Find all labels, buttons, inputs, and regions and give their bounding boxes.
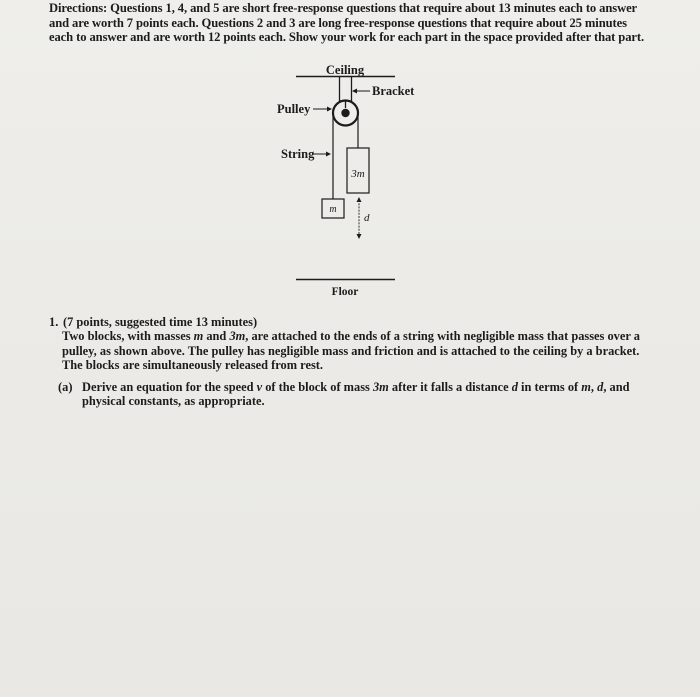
mass-symbol: 3m (229, 329, 246, 344)
mass-symbol: m (193, 329, 204, 344)
part-a-text (82, 380, 642, 409)
block-3m-label: 3m (351, 168, 365, 180)
ceiling-label: Ceiling (325, 63, 365, 77)
directions-text: Questions 1, 4, and 5 are short free-response questions that require about 13 minutes each to answer and are worth 7 points each. Questions 2 and 3 are long free-response questions that require about 25 minutes each to answer and are worth 12 points each. Show your work for each part in the space provided after that part. (49, 1, 645, 45)
part-text: Derive an equation for the speed (82, 379, 257, 394)
question-points: (7 points, suggested time 13 minutes) (63, 315, 258, 329)
bracket-label: Bracket (372, 84, 415, 98)
bracket (340, 77, 352, 108)
pulley-diagram (0, 0, 700, 300)
part-a-label: (a) (58, 379, 73, 394)
distance-label: d (364, 212, 370, 224)
distance-arrow (357, 197, 362, 239)
string-arrowhead (326, 152, 331, 157)
string-label: String (281, 147, 315, 161)
part-a (58, 380, 649, 409)
variable-symbol: v (256, 379, 263, 394)
variable-symbol: d (597, 379, 604, 394)
variable-symbol: d (511, 379, 518, 394)
directions-label: Directions: (49, 1, 108, 15)
part-text: of the block of mass (262, 379, 373, 394)
floor-label: Floor (331, 286, 359, 298)
question-text: , are attached to the ends of a string with negligible mass that passes over a pulley, as shown above. The pulley has negligible mass and friction and is attached to the ceiling by a bracket. The blocks are simultaneously released from rest. (62, 329, 640, 373)
pulley-label: Pulley (277, 102, 311, 116)
block-m-label: m (329, 204, 337, 215)
question-text: and (203, 329, 230, 344)
part-text: in terms of (517, 379, 582, 394)
question-1-body (62, 329, 644, 372)
bracket-arrowhead (352, 89, 357, 94)
question-text: Two blocks, with masses (62, 329, 194, 344)
part-text: , (590, 379, 598, 394)
question-1-header (49, 315, 649, 329)
question-number: 1. (49, 315, 59, 329)
pulley-arrowhead (327, 107, 332, 112)
mass-symbol: 3m (372, 379, 389, 394)
variable-symbol: m (581, 379, 591, 394)
part-text: after it falls a distance (388, 379, 512, 394)
question-1 (49, 315, 649, 408)
part-text: , and physical constants, as appropriate. (82, 379, 630, 409)
